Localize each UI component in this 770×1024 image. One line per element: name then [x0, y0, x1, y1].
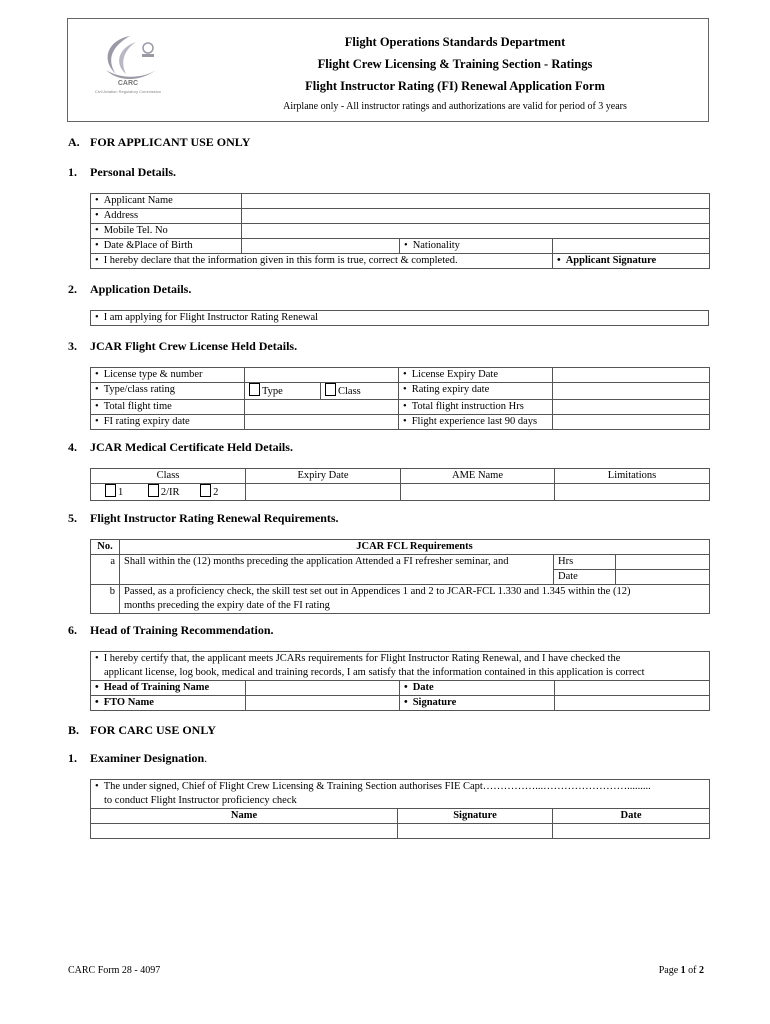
license-heading	[68, 339, 297, 354]
examiner-line1: • The under signed, Chief of Flight Crew Licensing & Training Section authorises FIE Capt……………...…………………….........	[95, 780, 705, 794]
certify-text	[91, 652, 710, 681]
examiner-line2: to conduct Flight Instructor proficiency check	[104, 795, 297, 806]
rating-expiry-field[interactable]	[553, 383, 710, 400]
total-flight-field[interactable]	[245, 400, 399, 415]
mobile-label: • Mobile Tel. No	[91, 224, 242, 239]
page-number: Page 1 of 2	[658, 965, 704, 976]
requirements-num: 5.	[68, 511, 77, 525]
limitations-field[interactable]	[555, 484, 710, 501]
table-row	[91, 809, 710, 824]
address-field[interactable]	[242, 209, 710, 224]
col-ame: AME Name	[401, 469, 555, 484]
hrs-label: Hrs	[554, 555, 616, 570]
recommendation-table	[90, 651, 710, 711]
license-title: JCAR Flight Crew License Held Details.	[90, 339, 298, 353]
applicant-name-label: • Applicant Name	[91, 194, 242, 209]
total-flight-label: • Total flight time	[91, 400, 245, 415]
fto-name-label: • FTO Name	[91, 696, 246, 711]
application-num: 2.	[68, 282, 77, 296]
certify-line1: • I hereby certify that, the applicant meets JCARs requirements for Flight Instructor Rating Renewal, and I have checked the	[95, 652, 705, 666]
section-b-heading	[68, 723, 216, 738]
rec-signature-field[interactable]	[555, 696, 710, 711]
rec-date-label: • Date	[400, 681, 555, 696]
col-signature: Signature	[398, 809, 553, 824]
row-a-text: Shall within the (12) months preceding the application Attended a FI refresher seminar, and	[120, 555, 554, 585]
examiner-signature-field[interactable]	[398, 824, 553, 839]
requirements-table	[90, 539, 710, 614]
head-name-field[interactable]	[246, 681, 400, 696]
type-option: Type	[245, 383, 321, 400]
application-title: Application Details.	[90, 282, 192, 296]
total-instruction-field[interactable]	[553, 400, 710, 415]
col-expiry: Expiry Date	[246, 469, 401, 484]
application-heading	[68, 282, 191, 297]
recommendation-title: Head of Training Recommendation.	[90, 623, 274, 637]
mobile-field[interactable]	[242, 224, 710, 239]
hrs-field[interactable]	[616, 555, 710, 570]
class-2-checkbox[interactable]	[200, 484, 211, 497]
logo-text: CARC	[117, 80, 139, 87]
col-no: No.	[91, 540, 120, 555]
col-name: Name	[91, 809, 398, 824]
ame-name-field[interactable]	[401, 484, 555, 501]
type-checkbox[interactable]	[249, 383, 260, 396]
col-class: Class	[91, 469, 246, 484]
experience-90-field[interactable]	[553, 415, 710, 430]
table-row	[91, 696, 710, 711]
type-class-label: • Type/class rating	[91, 383, 245, 400]
fi-expiry-field[interactable]	[245, 415, 399, 430]
date-field[interactable]	[616, 570, 710, 585]
table-row	[91, 415, 710, 430]
table-row	[91, 311, 709, 326]
table-row	[91, 194, 710, 209]
date-label: Date	[554, 570, 616, 585]
applicant-name-field[interactable]	[242, 194, 710, 209]
table-row	[91, 681, 710, 696]
row-b-text	[120, 585, 710, 614]
examiner-text	[91, 780, 710, 809]
table-row	[91, 383, 710, 400]
table-row	[91, 239, 710, 254]
form-number: CARC Form 28 - 4097	[68, 965, 161, 976]
license-expiry-field[interactable]	[553, 368, 710, 383]
table-row	[91, 780, 710, 809]
department-title: Flight Operations Standards Department	[344, 35, 566, 49]
examiner-heading	[68, 751, 207, 766]
license-table	[90, 367, 710, 430]
row-b-line1: Passed, as a proficiency check, the skill test set out in Appendices 1 and 2 to JCAR-FCL 1.330 and 1.345 within the (12)	[124, 586, 631, 597]
experience-90-label: • Flight experience last 90 days	[399, 415, 553, 430]
table-row	[91, 652, 710, 681]
section-a-letter: A.	[68, 135, 80, 149]
section-subtitle: Flight Crew Licensing & Training Section - Ratings	[317, 57, 593, 71]
head-name-label: • Head of Training Name	[91, 681, 246, 696]
table-row	[91, 400, 710, 415]
form-title: Flight Instructor Rating (FI) Renewal Application Form	[305, 79, 605, 93]
personal-heading	[68, 165, 176, 180]
medical-expiry-field[interactable]	[246, 484, 401, 501]
license-type-label: • License type & number	[91, 368, 245, 383]
table-row	[91, 469, 710, 484]
table-row	[91, 540, 710, 555]
license-type-field[interactable]	[245, 368, 399, 383]
examiner-title-end: .	[204, 751, 208, 765]
total-instruction-label: • Total flight instruction Hrs	[399, 400, 553, 415]
logo-subtext: Civil Aviation Regulatory Commission	[94, 89, 162, 94]
col-date: Date	[553, 809, 710, 824]
table-row	[91, 209, 710, 224]
class-option: Class	[321, 383, 399, 400]
section-a-title: FOR APPLICANT USE ONLY	[90, 135, 251, 149]
medical-table	[90, 468, 710, 501]
section-a-heading	[68, 135, 250, 150]
certify-line2: applicant license, log book, medical and training records, I am satisfy that the information contained in this application is correct	[104, 667, 645, 678]
personal-details-table	[90, 193, 710, 269]
table-row	[91, 368, 710, 383]
medical-title: JCAR Medical Certificate Held Details.	[90, 440, 293, 454]
examiner-table	[90, 779, 710, 839]
nationality-field[interactable]	[553, 239, 710, 254]
applicant-signature-field[interactable]: • Applicant Signature	[553, 254, 710, 269]
row-a-no: a	[91, 555, 120, 585]
table-row	[91, 585, 710, 614]
rec-signature-label: • Signature	[400, 696, 555, 711]
examiner-num: 1.	[68, 751, 77, 765]
nationality-label: • Nationality	[400, 239, 553, 254]
dob-label: • Date &Place of Birth	[91, 239, 242, 254]
examiner-title: Examiner Designation	[90, 751, 205, 765]
table-row	[91, 224, 710, 239]
row-b-line2: months preceding the expiry date of the FI rating	[124, 600, 330, 611]
medical-num: 4.	[68, 440, 77, 454]
recommendation-num: 6.	[68, 623, 77, 637]
license-num: 3.	[68, 339, 77, 353]
table-row	[91, 484, 710, 501]
license-expiry-label: • License Expiry Date	[399, 368, 553, 383]
medical-class-options: 1 2/IR 2	[91, 484, 246, 501]
validity-note: Airplane only - All instructor ratings and authorizations are valid for period of 3 years	[283, 101, 627, 112]
table-row	[91, 555, 710, 570]
applying-text: • I am applying for Flight Instructor Rating Renewal	[91, 311, 709, 326]
requirements-heading	[68, 511, 339, 526]
dob-field[interactable]	[242, 239, 400, 254]
application-table	[90, 310, 709, 326]
medical-heading	[68, 440, 293, 455]
recommendation-heading	[68, 623, 274, 638]
col-requirements: JCAR FCL Requirements	[120, 540, 710, 555]
class-checkbox[interactable]	[325, 383, 336, 396]
rating-expiry-label: • Rating expiry date	[399, 383, 553, 400]
class-2ir-checkbox[interactable]	[148, 484, 159, 497]
examiner-date-field[interactable]	[553, 824, 710, 839]
col-limitations: Limitations	[555, 469, 710, 484]
fi-expiry-label: • FI rating expiry date	[91, 415, 245, 430]
personal-title: Personal Details.	[90, 165, 176, 179]
row-b-no: b	[91, 585, 120, 614]
class-1-checkbox[interactable]	[105, 484, 116, 497]
section-b-letter: B.	[68, 723, 80, 737]
examiner-name-field[interactable]	[91, 824, 398, 839]
declaration-text: • I hereby declare that the information given in this form is true, correct & completed.	[91, 254, 553, 269]
address-label: • Address	[91, 209, 242, 224]
rec-date-field[interactable]	[555, 681, 710, 696]
table-row	[91, 254, 710, 269]
requirements-title: Flight Instructor Rating Renewal Requirements.	[90, 511, 339, 525]
personal-num: 1.	[68, 165, 77, 179]
fto-name-field[interactable]	[246, 696, 400, 711]
section-b-title: FOR CARC USE ONLY	[90, 723, 216, 737]
table-row	[91, 824, 710, 839]
